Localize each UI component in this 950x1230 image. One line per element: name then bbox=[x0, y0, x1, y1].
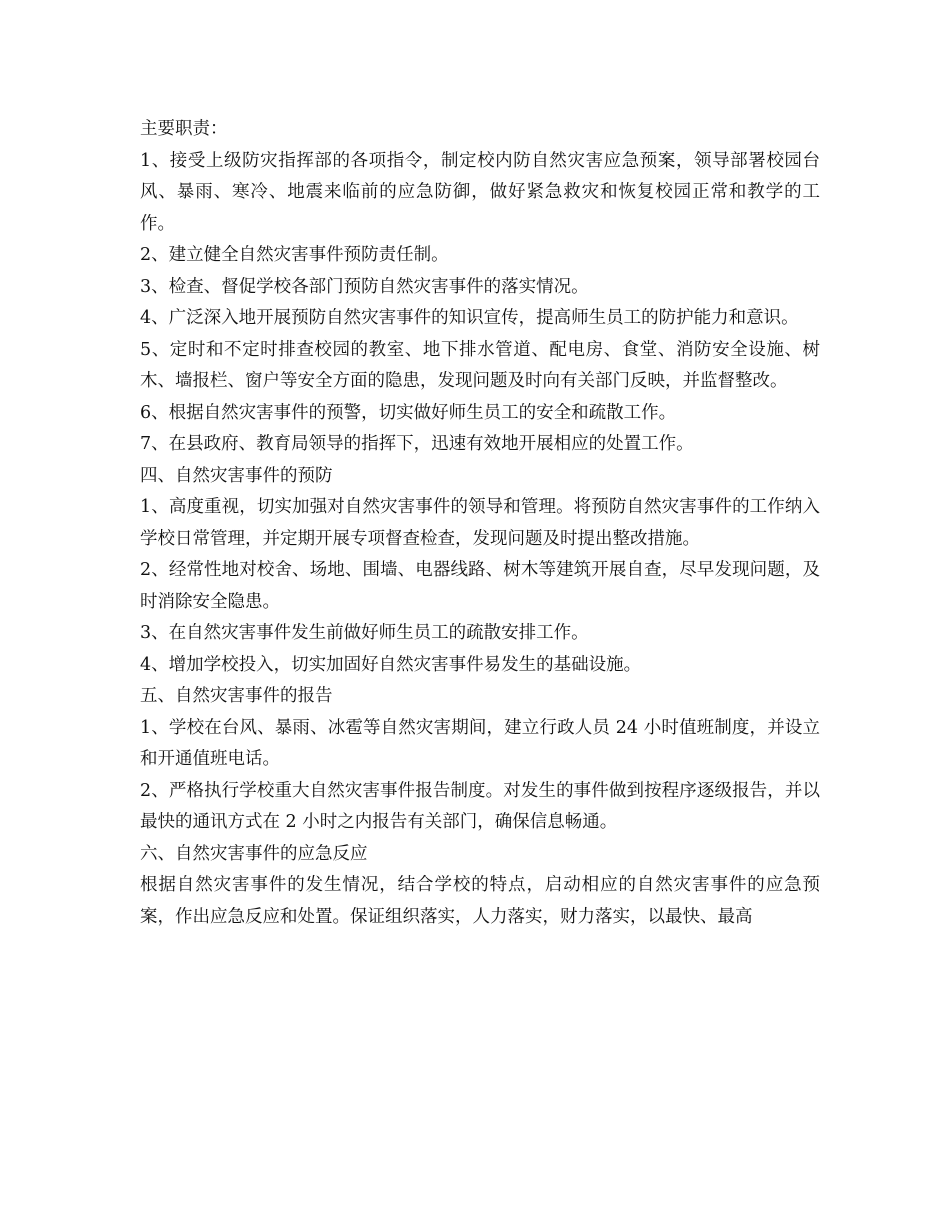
section-heading-report: 五、自然灾害事件的报告 bbox=[140, 686, 333, 706]
section-heading-response: 六、自然灾害事件的应急反应 bbox=[140, 843, 368, 864]
paragraph-duty-6: 6、根据自然灾害事件的预警，切实做好师生员工的安全和疏散工作。 bbox=[140, 402, 677, 423]
paragraph-prevention-1: 1、高度重视，切实加强对自然灾害事件的领导和管理。将预防自然灾害事件的工作纳入学校日常管理，并定期开展专项督查检查，发现问题及时提出整改措施。 bbox=[140, 497, 820, 549]
paragraph-duties-heading: 主要职责： bbox=[140, 119, 228, 139]
paragraph-duty-5: 5、定时和不定时排查校园的教室、地下排水管道、配电房、食堂、消防安全设施、树木、墙报栏、窗户等安全方面的隐患，发现问题及时向有关部门反映，并监督整改。 bbox=[140, 339, 820, 391]
paragraph-prevention-4: 4、增加学校投入，切实加固好自然灾害事件易发生的基础设施。 bbox=[140, 654, 642, 675]
paragraph-prevention-2: 2、经常性地对校舍、场地、围墙、电器线路、树木等建筑开展自查，尽早发现问题，及时消除安全隐患。 bbox=[140, 560, 820, 612]
paragraph-report-2: 2、严格执行学校重大自然灾害事件报告制度。对发生的事件做到按程序逐级报告，并以最快的通讯方式在 2 小时之内报告有关部门，确保信息畅通。 bbox=[140, 780, 820, 832]
paragraph-prevention-3: 3、在自然灾害事件发生前做好师生员工的疏散安排工作。 bbox=[140, 623, 589, 643]
paragraph-duty-3: 3、检查、督促学校各部门预防自然灾害事件的落实情况。 bbox=[140, 276, 589, 297]
paragraph-response-1: 根据自然灾害事件的发生情况，结合学校的特点，启动相应的自然灾害事件的应急预案，作出应急反应和处置。保证组织落实，人力落实，财力落实，以最快、最高 bbox=[140, 875, 820, 927]
section-heading-prevention: 四、自然灾害事件的预防 bbox=[140, 465, 333, 486]
paragraph-duty-4: 4、广泛深入地开展预防自然灾害事件的知识宣传，提高师生员工的防护能力和意识。 bbox=[140, 308, 799, 328]
document-body bbox=[140, 114, 820, 933]
paragraph-duty-7: 7、在县政府、教育局领导的指挥下，迅速有效地开展相应的处置工作。 bbox=[140, 434, 694, 454]
paragraph-report-1: 1、学校在台风、暴雨、冰雹等自然灾害期间，建立行政人员 24 小时值班制度，并设立和开通值班电话。 bbox=[140, 717, 820, 769]
paragraph-duty-2: 2、建立健全自然灾害事件预防责任制。 bbox=[140, 245, 449, 265]
paragraph-duty-1: 1、接受上级防灾指挥部的各项指令，制定校内防自然灾害应急预案，领导部署校园台风、暴雨、寒冷、地震来临前的应急防御，做好紧急救灾和恢复校园正常和教学的工作。 bbox=[140, 150, 820, 234]
